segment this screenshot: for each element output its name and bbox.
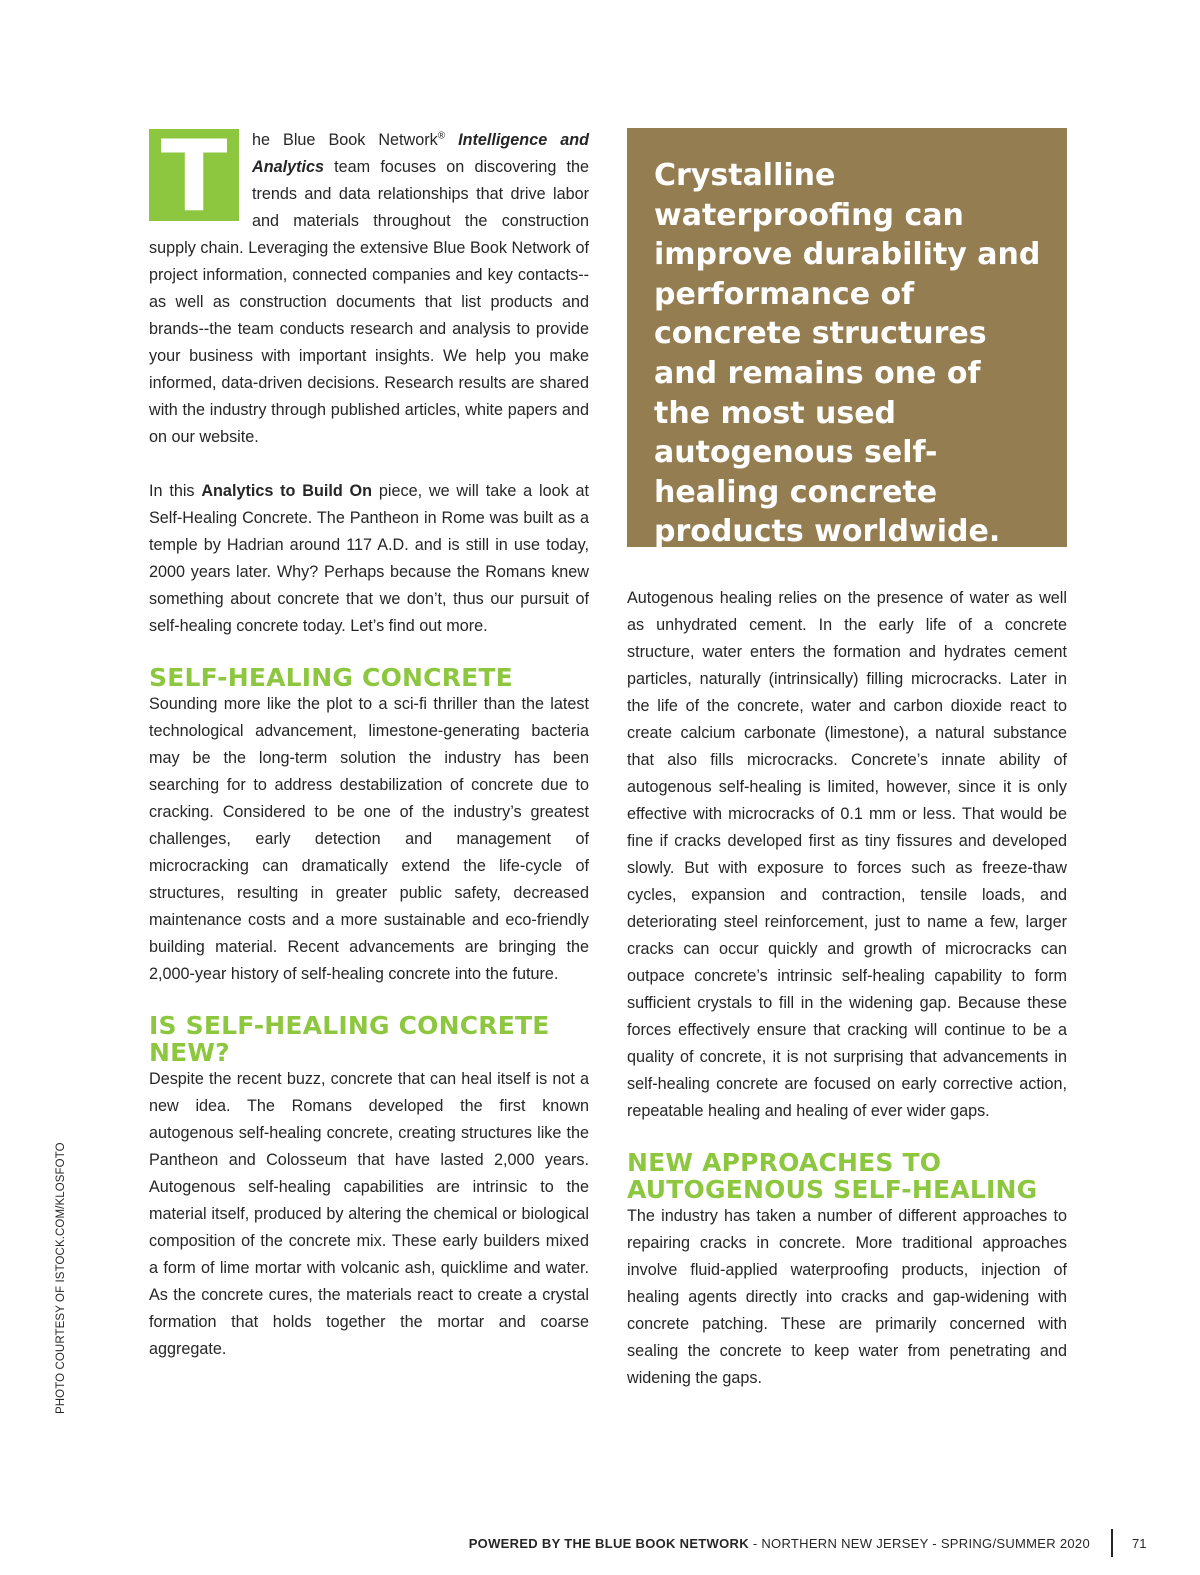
pull-quote-text: Crystalline waterproofing can improve durability and performance of concrete structures and remains one of the most used autogenous self-healing concrete products worldwide. <box>654 158 1041 550</box>
section-body-self-healing: Sounding more like the plot to a sci-fi thriller than the latest technological advancement, limestone-generating bacteria may be the long-term solution the industry has been searching for to address destabilization of concrete due to cracking. Considered to be one of the industry’s greatest challenges, early detection and management of microcracking can dramatically extend the life-cycle of structures, resulting in greater public safety, decreased maintenance costs and a more sustainable and eco-friendly building material. Recent advancements are bringing the 2,000-year history of self-healing concrete into the future. <box>149 695 589 983</box>
registered-mark: ® <box>437 130 446 142</box>
intro-text-start: he Blue Book Network <box>252 131 438 149</box>
intro-paragraph-2 <box>149 478 589 640</box>
section-heading-new-approaches: NEW APPROACHES TO AUTOGENOUS SELF-HEALING <box>627 1148 1038 1204</box>
section-heading-is-new: IS SELF-HEALING CONCRETE NEW? <box>149 1011 550 1067</box>
footer-publisher: POWERED BY THE BLUE BOOK NETWORK <box>468 1536 749 1551</box>
drop-cap: T <box>149 129 239 221</box>
page-number: 71 <box>1132 1536 1147 1551</box>
right-paragraph-1: Autogenous healing relies on the presence of water as well as unhydrated cement. In the early life of a concrete structure, water enters the formation and hydrates cement particles, naturally (intrinsically) filling microcracks. Later in the life of the concrete, water and carbon dioxide react to create calcium carbonate (limestone), a natural substance that also fills microcracks. Concrete’s innate ability of autogenous self-healing is limited, however, since it is only effective with microcracks of 0.1 mm or less. That would be fine if cracks developed first as tiny fissures and developed slowly. But with exposure to forces such as freeze-thaw cycles, expansion and contraction, tensile loads, and deteriorating steel reinforcement, just to name a few, larger cracks can occur quickly and growth of microcracks can outpace concrete’s intrinsic self-healing capability to form sufficient crystals to fill in the widening gap. Because these forces effectively ensure that cracking will continue to be a quality of concrete, it is not surprising that advancements in self-healing concrete are focused on early corrective action, repeatable healing and healing of ever wider gaps. <box>627 589 1067 1120</box>
intro2-series-name: Analytics to Build On <box>201 482 373 500</box>
intro2-rest: piece, we will take a look at Self-Healing Concrete. The Pantheon in Rome was built as a temple by Hadrian around 117 A.D. and is still in use today, 2000 years later. Why? Perhaps because the Romans knew something about concrete that we don’t, thus our pursuit of self-healing concrete today. Let’s find out more. <box>149 482 589 635</box>
left-column <box>149 120 589 1363</box>
intro-team-name: Intelligence and Analytics <box>252 131 589 176</box>
right-paragraph-2: The industry has taken a number of different approaches to repairing cracks in concrete. More traditional approaches involve fluid-applied waterproofing products, injection of healing agents directly into cracks and gap-widening with concrete patching. These are primarily concerned with sealing the concrete to keep water from penetrating and widening the gaps. <box>627 1207 1067 1387</box>
footer-divider <box>1111 1529 1113 1557</box>
section-body-is-new: Despite the recent buzz, concrete that can heal itself is not a new idea. The Romans developed the first known autogenous self-healing concrete, creating structures like the Pantheon and Colosseum that have lasted 2,000 years. Autogenous self-healing capabilities are intrinsic to the material itself, produced by altering the chemical or biological composition of the concrete mix. These early builders mixed a form of lime mortar with volcanic ash, quicklime and water. As the concrete cures, the materials react to create a crystal formation that holds together the mortar and coarse aggregate. <box>149 1070 589 1358</box>
intro-paragraph <box>149 120 589 451</box>
intro-text-rest: team focuses on discovering the trends and data relationships that drive labor and materials throughout the construction supply chain. Leveraging the extensive Blue Book Network of project information, connected companies and key contacts--as well as construction documents that list products and brands--the team conducts research and analysis to provide your business with important insights. We help you make informed, data-driven decisions. Research results are shared with the industry through published articles, white papers and on our website. <box>149 158 589 446</box>
page-footer <box>469 1535 1090 1553</box>
section-heading-self-healing: SELF-HEALING CONCRETE <box>149 663 513 692</box>
intro2-start: In this <box>149 482 195 500</box>
pull-quote-box <box>627 128 1067 550</box>
right-column <box>627 585 1067 1392</box>
photo-credit: PHOTO COURTESY OF ISTOCK.COM/KLOSFOTO <box>55 1142 67 1414</box>
footer-edition: - NORTHERN NEW JERSEY - SPRING/SUMMER 2020 <box>748 1536 1090 1551</box>
